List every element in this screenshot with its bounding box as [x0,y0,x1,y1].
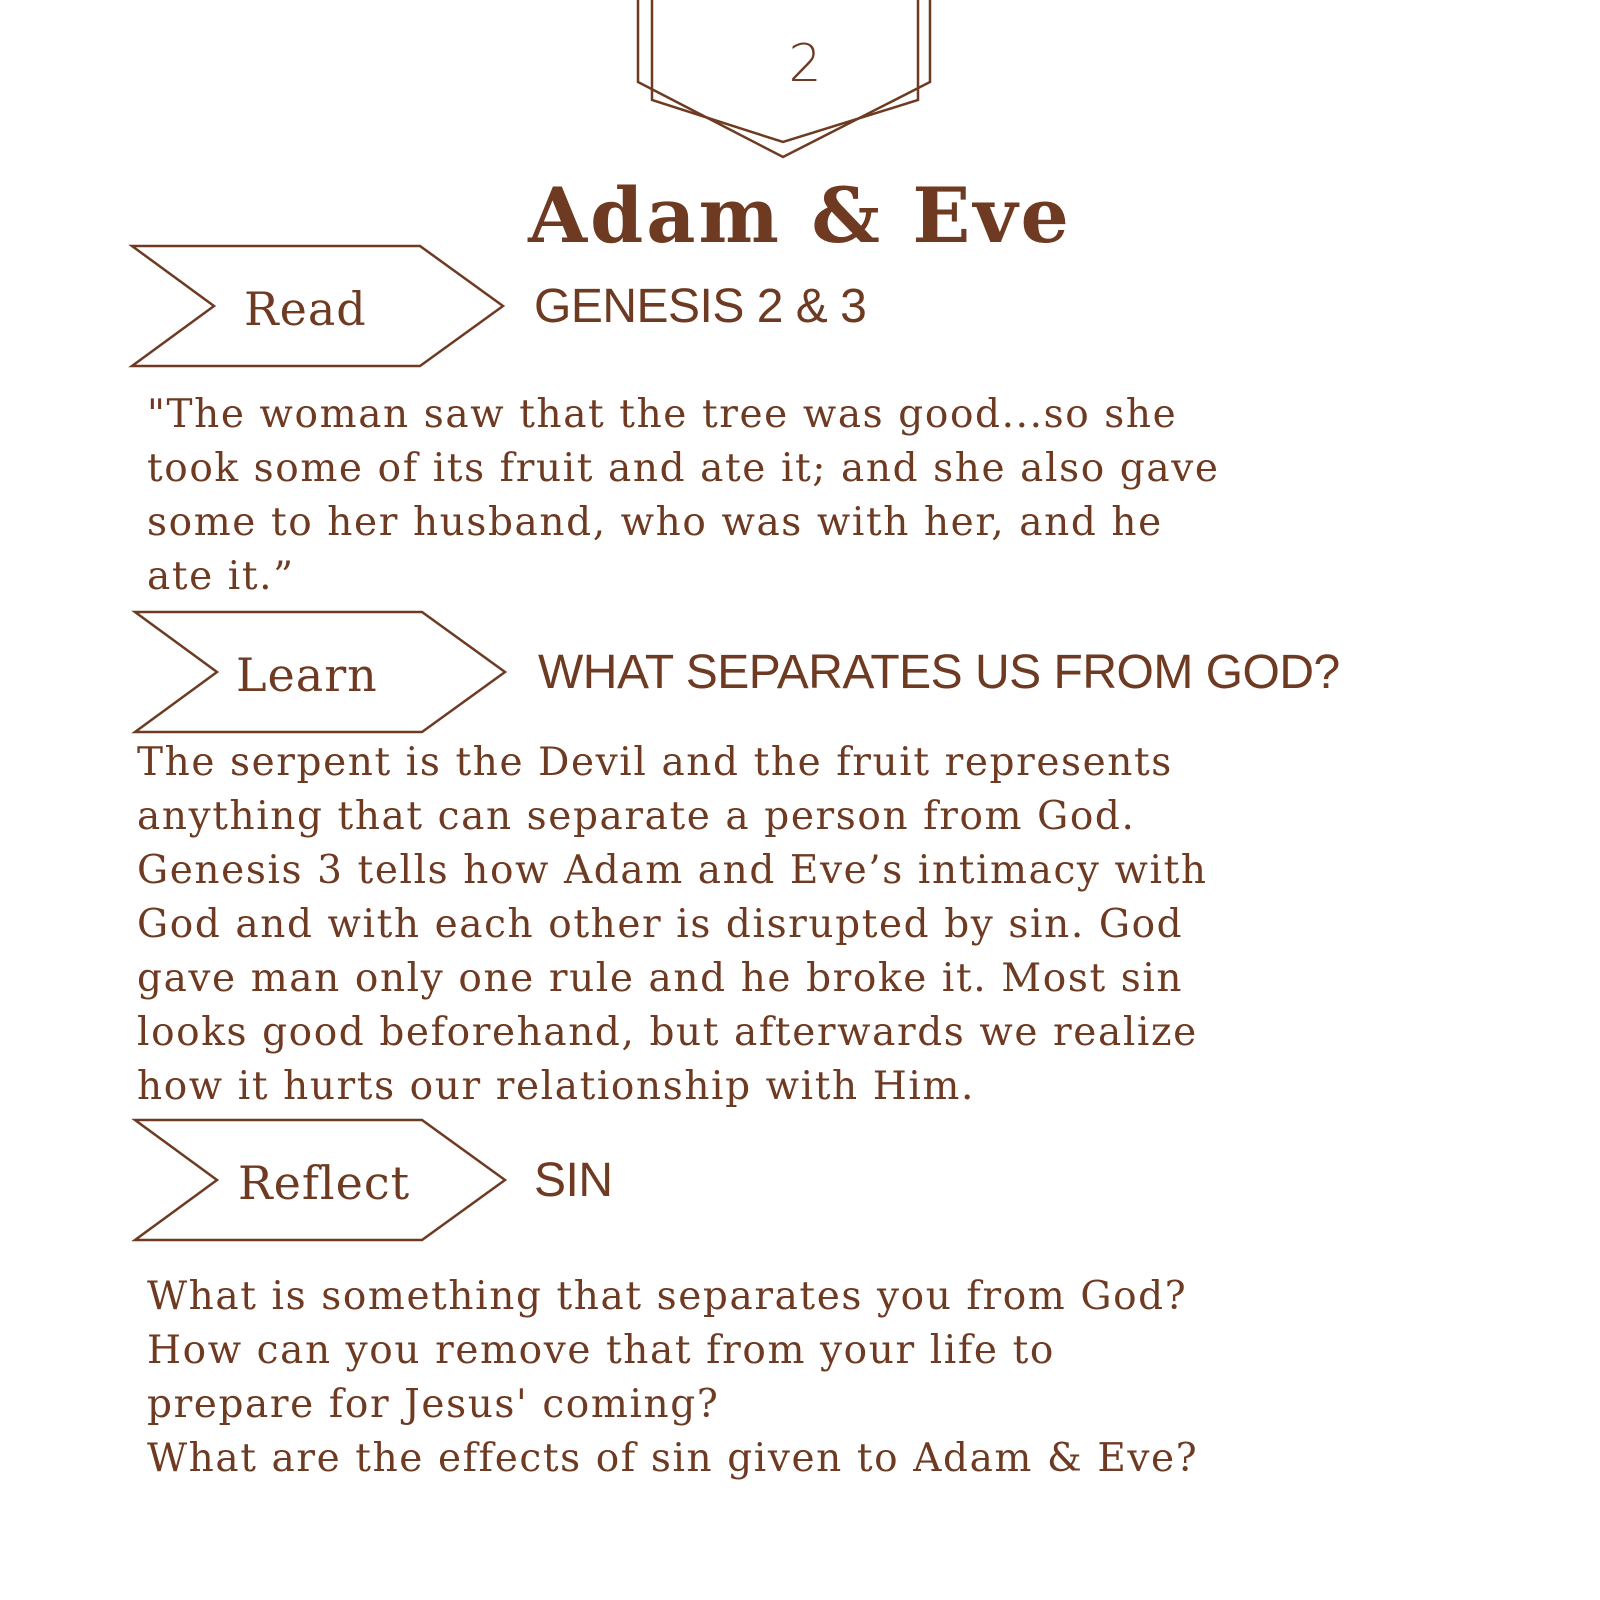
read-line: "The woman saw that the tree was good...so she [147,392,1178,437]
reflect-line: How can you remove that from your life to [147,1328,1055,1373]
reflect-questions [147,1270,1198,1486]
page-title: Adam & Eve [528,171,1072,260]
learn-line: gave man only one rule and he broke it. Most sin [137,956,1184,1001]
learn-line: God and with each other is disrupted by sin. God [137,902,1184,947]
learn-line: Genesis 3 tells how Adam and Eve’s intimacy with [137,848,1208,893]
reflect-line: What are the effects of sin given to Adam & Eve? [147,1436,1199,1481]
reflect-line: prepare for Jesus' coming? [147,1382,720,1427]
learn-line: how it hurts our relationship with Him. [137,1064,975,1109]
learn-line: The serpent is the Devil and the fruit represents [137,740,1173,785]
day-number: 2 [788,34,822,94]
learn-line: anything that can separate a person from God. [137,794,1136,839]
reflect-tab-label: Reflect [238,1156,411,1210]
reflect-heading: SIN [534,1154,613,1207]
reflect-line: What is something that separates you from God? [147,1274,1188,1319]
learn-tab-label: Learn [236,648,378,702]
read-heading: GENESIS 2 & 3 [534,280,867,333]
read-line: some to her husband, who was with her, and he [147,500,1163,545]
learn-heading: WHAT SEPARATES US FROM GOD? [538,646,1340,699]
read-line: ate it.” [147,554,295,599]
read-line: took some of its fruit and ate it; and she also gave [147,446,1220,491]
learn-line: looks good beforehand, but afterwards we realize [137,1010,1198,1055]
read-tab-label: Read [244,282,367,336]
